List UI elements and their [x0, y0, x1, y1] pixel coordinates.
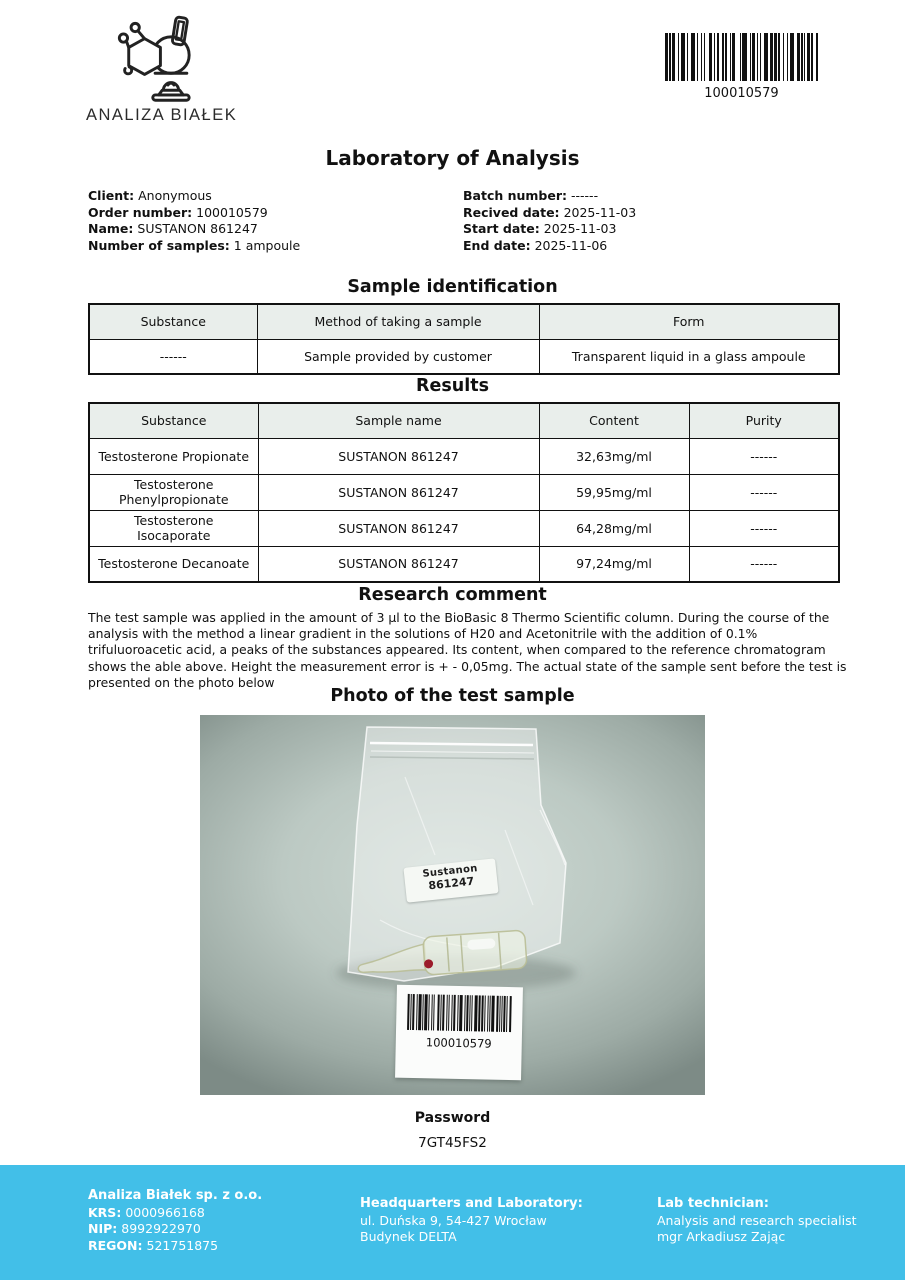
start-date-line: Start date: 2025-11-03: [463, 221, 617, 236]
order-barcode-block: [665, 33, 818, 101]
end-date-line: End date: 2025-11-06: [463, 237, 608, 253]
column-header: Method of taking a sample: [257, 304, 539, 339]
footer-headquarters-block: [360, 1196, 583, 1246]
table-cell: ------: [689, 510, 839, 546]
column-header: Content: [539, 403, 689, 438]
table-row: [89, 339, 839, 374]
table-header-row: [89, 304, 839, 339]
order-barcode-icon: [665, 33, 818, 81]
table-cell: SUSTANON 861247: [258, 546, 539, 582]
krs-line: KRS: 0000966168: [88, 1204, 205, 1220]
research-comment-heading: Research comment: [358, 585, 547, 605]
table-cell: SUSTANON 861247: [258, 474, 539, 510]
photo-barcode-card: [395, 985, 523, 1081]
order-info-left: [88, 188, 463, 254]
footer: [0, 1165, 905, 1280]
order-info: [88, 188, 840, 254]
research-comment-text: The test sample was applied in the amount of 3 μl to the BioBasic 8 Thermo Scientific column. During the course of the analysis with the method a linear gradient in the solutions of H20 and Acetonitrile with the addition of 0.1% trifuluoroacetic acid, a peaks of the substances appeared. Its content, when compared to the reference chromatogram shows the able above. Height the measurement error is + - 0,05mg. The actual state of the sample sent before the test is presented on the photo below: [88, 610, 847, 690]
password-label: Password: [414, 1110, 491, 1126]
table-cell: Transparent liquid in a glass ampoule: [539, 339, 839, 374]
footer-company-block: [88, 1188, 262, 1254]
order-info-right: [463, 188, 840, 254]
headquarters-building: Budynek DELTA: [360, 1229, 457, 1244]
headquarters-address: ul. Duńska 9, 54-427 Wrocław: [360, 1212, 547, 1228]
table-cell: 97,24mg/ml: [539, 546, 689, 582]
table-cell: 64,28mg/ml: [539, 510, 689, 546]
batch-line: Batch number: ------: [463, 188, 599, 203]
table-cell: ------: [689, 546, 839, 582]
order-number-line: Order number: 100010579: [88, 204, 268, 220]
column-header: Substance: [89, 403, 258, 438]
headquarters-title: Headquarters and Laboratory:: [360, 1196, 583, 1211]
sample-identification-table: [88, 303, 840, 375]
column-header: Purity: [689, 403, 839, 438]
table-row: [89, 438, 839, 474]
photo-barcode-number: 100010579: [425, 1035, 492, 1051]
table-cell: ------: [89, 339, 257, 374]
photo-heading: Photo of the test sample: [330, 686, 575, 706]
column-header: Form: [539, 304, 839, 339]
photo-barcode-icon: [407, 994, 512, 1032]
technician-role: Analysis and research specialist: [657, 1212, 857, 1228]
results-table: [88, 402, 840, 583]
table-cell: 32,63mg/ml: [539, 438, 689, 474]
sample-label: Sustanon 861247: [403, 858, 498, 902]
table-cell: ------: [689, 474, 839, 510]
order-barcode-number: 100010579: [704, 86, 779, 101]
table-header-row: [89, 403, 839, 438]
regon-line: REGON: 521751875: [88, 1237, 219, 1253]
microscope-molecule-icon: [102, 14, 220, 102]
table-cell: Sample provided by customer: [257, 339, 539, 374]
table-row: [89, 546, 839, 582]
sample-identification-heading: Sample identification: [347, 277, 558, 297]
technician-title: Lab technician:: [657, 1196, 769, 1211]
table-row: [89, 474, 839, 510]
table-cell: ------: [689, 438, 839, 474]
technician-name: mgr Arkadiusz Zając: [657, 1229, 786, 1244]
nip-line: NIP: 8992922970: [88, 1221, 201, 1236]
table-cell: Testosterone Propionate: [89, 438, 258, 474]
name-line: Name: SUSTANON 861247: [88, 221, 258, 236]
received-date-line: Recived date: 2025-11-03: [463, 204, 637, 220]
client-line: Client: Anonymous: [88, 188, 212, 203]
table-row: [89, 510, 839, 546]
password-value: 7GT45FS2: [418, 1135, 487, 1151]
footer-technician-block: [657, 1196, 857, 1246]
table-cell: 59,95mg/ml: [539, 474, 689, 510]
sample-photo: [200, 715, 705, 1095]
company-name: Analiza Białek sp. z o.o.: [88, 1188, 263, 1203]
table-cell: SUSTANON 861247: [258, 510, 539, 546]
results-heading: Results: [416, 376, 489, 396]
samples-line: Number of samples: 1 ampoule: [88, 237, 301, 253]
table-cell: SUSTANON 861247: [258, 438, 539, 474]
table-cell: Testosterone Phenylpropionate: [89, 474, 258, 510]
column-header: Sample name: [258, 403, 539, 438]
column-header: Substance: [89, 304, 257, 339]
page-title: Laboratory of Analysis: [325, 146, 580, 170]
table-cell: Testosterone Decanoate: [89, 546, 258, 582]
brand-logo-block: [86, 14, 236, 125]
table-cell: Testosterone Isocaporate: [89, 510, 258, 546]
brand-name: ANALIZA BIAŁEK: [86, 106, 238, 124]
